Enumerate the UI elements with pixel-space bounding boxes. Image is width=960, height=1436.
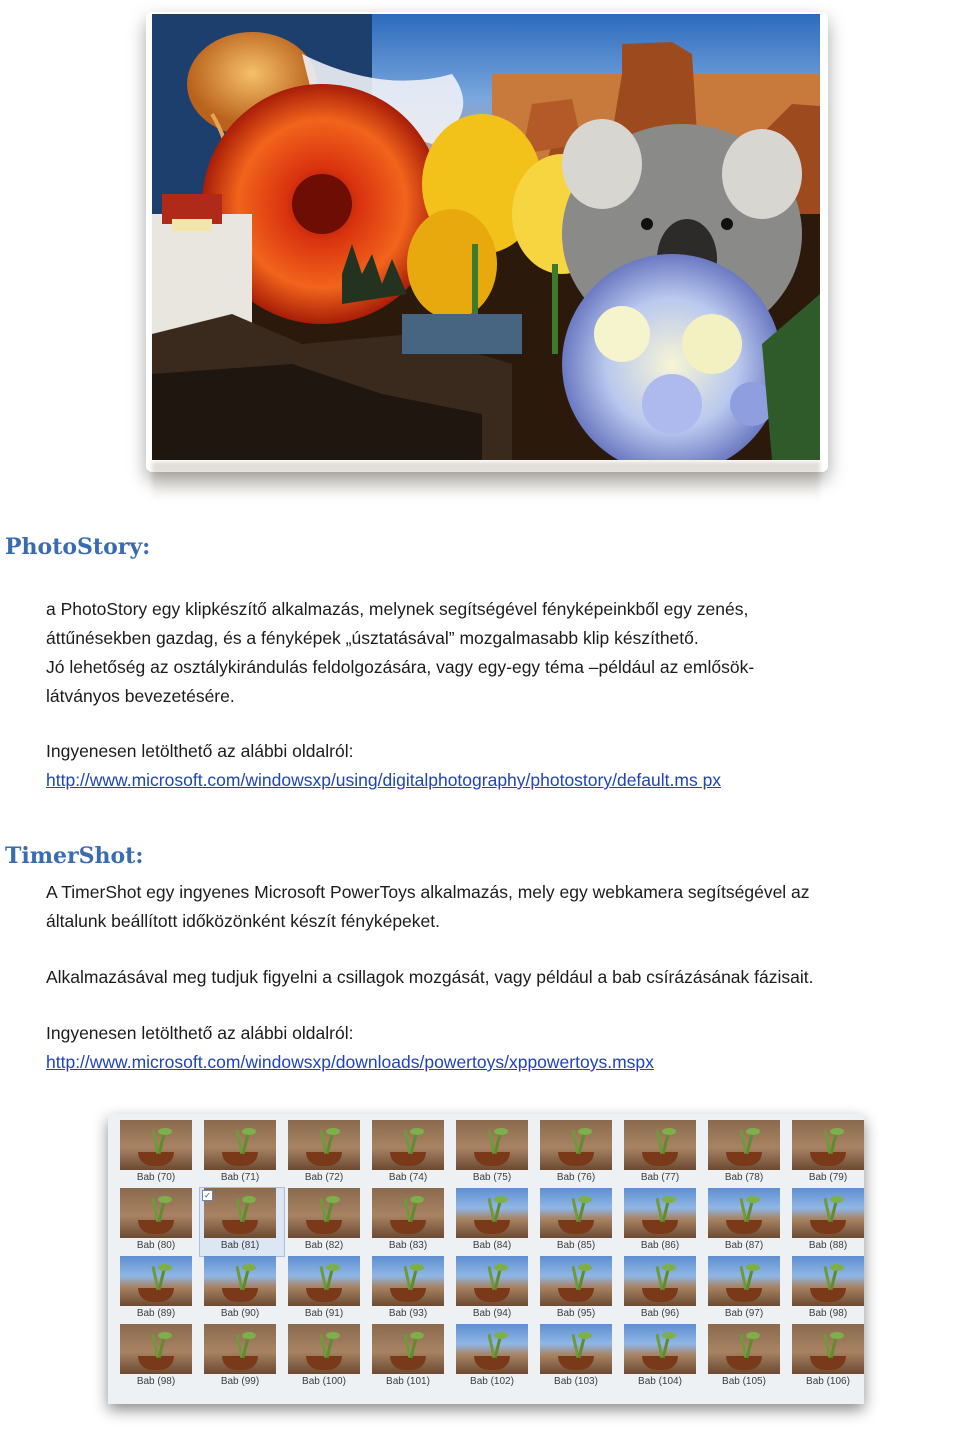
- sprout-leaf: [410, 1128, 424, 1135]
- bean-sprout-photo: [708, 1120, 780, 1170]
- sprout-leaf: [410, 1264, 424, 1271]
- bean-sprout-photo: [708, 1256, 780, 1306]
- thumbnail-item[interactable]: [116, 1256, 200, 1324]
- thumbnail-caption: Bab (84): [472, 1240, 512, 1251]
- thumbnail-caption: Bab (102): [470, 1376, 514, 1387]
- bean-sprout-photo: [120, 1256, 192, 1306]
- thumbnail-caption: Bab (72): [304, 1172, 344, 1183]
- timershot-line-2: általunk beállított időközönként készít fényképeket.: [46, 911, 440, 931]
- bean-sprout-photo: [540, 1120, 612, 1170]
- thumbnail-item[interactable]: [788, 1256, 864, 1324]
- bean-sprout-photo: [624, 1188, 696, 1238]
- bean-sprout-photo: [456, 1120, 528, 1170]
- thumbnail-item[interactable]: [704, 1256, 788, 1324]
- sprout-leaf: [242, 1196, 256, 1203]
- photostory-line-1: a PhotoStory egy klipkészítő alkalmazás, melynek segítségével fényképeinkből egy zenés,: [46, 599, 749, 619]
- thumbnail-item[interactable]: [704, 1324, 788, 1392]
- thumbnail-item[interactable]: [116, 1188, 200, 1256]
- thumbnail-item[interactable]: [704, 1188, 788, 1256]
- thumbnail-caption: Bab (99): [220, 1376, 260, 1387]
- thumbnail-caption: Bab (75): [472, 1172, 512, 1183]
- thumbnail-item[interactable]: [284, 1256, 368, 1324]
- timershot-heading: TimerShot:: [5, 843, 144, 869]
- bean-sprout-photo: [288, 1256, 360, 1306]
- bean-sprout-photo: [456, 1188, 528, 1238]
- thumbnail-caption: Bab (100): [302, 1376, 346, 1387]
- selected-check-icon[interactable]: ✓: [202, 1190, 213, 1201]
- bean-sprout-photo: [288, 1324, 360, 1374]
- thumbnail-item[interactable]: [200, 1120, 284, 1188]
- bean-sprout-photo: [708, 1324, 780, 1374]
- thumbnail-caption: Bab (96): [640, 1308, 680, 1319]
- bean-sprout-photo: [288, 1188, 360, 1238]
- bean-sprout-photo: [372, 1256, 444, 1306]
- sprout-leaf: [746, 1196, 760, 1203]
- photostory-download-label: Ingyenesen letölthető az alábbi oldalról:: [46, 741, 354, 761]
- sprout-leaf: [578, 1332, 592, 1339]
- thumbnail-item[interactable]: [368, 1120, 452, 1188]
- bean-sprout-photo: [372, 1188, 444, 1238]
- sprout-leaf: [830, 1196, 844, 1203]
- sprout-leaf: [158, 1128, 172, 1135]
- sprout-leaf: [326, 1332, 340, 1339]
- thumbnail-item[interactable]: [116, 1324, 200, 1392]
- thumbnail-item[interactable]: [452, 1188, 536, 1256]
- bean-sprout-photo: [540, 1324, 612, 1374]
- thumbnail-item[interactable]: [368, 1324, 452, 1392]
- sprout-leaf: [494, 1332, 508, 1339]
- thumbnail-item[interactable]: [536, 1120, 620, 1188]
- bean-sprout-photo: [204, 1324, 276, 1374]
- thumbnail-item[interactable]: [200, 1256, 284, 1324]
- thumbnail-item[interactable]: [536, 1324, 620, 1392]
- sprout-leaf: [242, 1264, 256, 1271]
- thumbnail-caption: Bab (83): [388, 1240, 428, 1251]
- bean-sprout-photo: [204, 1188, 276, 1238]
- bean-sprout-photo: [792, 1256, 864, 1306]
- thumbnail-caption: Bab (88): [808, 1240, 848, 1251]
- thumbnail-caption: Bab (86): [640, 1240, 680, 1251]
- thumbnail-caption: Bab (98): [136, 1376, 176, 1387]
- sprout-leaf: [746, 1128, 760, 1135]
- thumbnail-caption: Bab (74): [388, 1172, 428, 1183]
- bean-sprout-photo: [624, 1120, 696, 1170]
- timershot-line-1: A TimerShot egy ingyenes Microsoft PowerToys alkalmazás, mely egy webkamera segítségével az: [46, 882, 810, 902]
- sprout-leaf: [410, 1332, 424, 1339]
- thumbnail-caption: Bab (71): [220, 1172, 260, 1183]
- thumbnail-caption: Bab (106): [806, 1376, 850, 1387]
- thumbnail-item[interactable]: [452, 1120, 536, 1188]
- sprout-leaf: [326, 1264, 340, 1271]
- sprout-leaf: [578, 1264, 592, 1271]
- thumbnail-caption: Bab (103): [554, 1376, 598, 1387]
- bean-sprout-photo: [708, 1188, 780, 1238]
- thumbnail-caption: Bab (91): [304, 1308, 344, 1319]
- thumbnail-caption: Bab (78): [724, 1172, 764, 1183]
- thumbnail-caption: Bab (87): [724, 1240, 764, 1251]
- thumbnail-caption: Bab (89): [136, 1308, 176, 1319]
- sprout-leaf: [158, 1196, 172, 1203]
- sprout-leaf: [830, 1128, 844, 1135]
- bean-sprout-photo: [120, 1188, 192, 1238]
- bean-sprout-photo: [792, 1120, 864, 1170]
- bean-sprout-photo: [204, 1120, 276, 1170]
- thumbnail-caption: Bab (98): [808, 1308, 848, 1319]
- sprout-leaf: [494, 1196, 508, 1203]
- timershot-download-link[interactable]: http://www.microsoft.com/windowsxp/downloads/powertoys/xppowertoys.mspx: [46, 1052, 654, 1072]
- thumbnail-caption: Bab (105): [722, 1376, 766, 1387]
- thumbnail-caption: Bab (79): [808, 1172, 848, 1183]
- thumbnail-caption: Bab (76): [556, 1172, 596, 1183]
- thumbnail-caption: Bab (81): [220, 1240, 260, 1251]
- bean-sprout-photo: [372, 1120, 444, 1170]
- thumbnail-item[interactable]: [284, 1188, 368, 1256]
- thumbnail-item[interactable]: [452, 1256, 536, 1324]
- thumbnail-item[interactable]: [116, 1120, 200, 1188]
- thumbnail-caption: Bab (80): [136, 1240, 176, 1251]
- thumbnail-item[interactable]: [452, 1324, 536, 1392]
- sprout-leaf: [242, 1332, 256, 1339]
- thumbnail-item[interactable]: [536, 1188, 620, 1256]
- bean-sprout-photo: [372, 1324, 444, 1374]
- timershot-usage: Alkalmazásával meg tudjuk figyelni a csillagok mozgását, vagy például a bab csírázásának fázisait.: [46, 967, 814, 987]
- thumbnail-caption: Bab (85): [556, 1240, 596, 1251]
- bean-sprout-photo: [624, 1324, 696, 1374]
- timershot-link-line: [46, 1048, 958, 1077]
- bean-sprout-photo: [540, 1188, 612, 1238]
- bean-sprout-photo: [456, 1256, 528, 1306]
- bean-sprout-photo: [792, 1188, 864, 1238]
- sprout-leaf: [494, 1128, 508, 1135]
- thumbnail-caption: Bab (82): [304, 1240, 344, 1251]
- bean-sprout-photo: [120, 1324, 192, 1374]
- thumbnail-caption: Bab (104): [638, 1376, 682, 1387]
- sprout-leaf: [662, 1128, 676, 1135]
- collage-reflection: [152, 462, 820, 502]
- thumbnail-item[interactable]: [368, 1256, 452, 1324]
- timershot-download-label: Ingyenesen letölthető az alábbi oldalról:: [46, 1023, 354, 1043]
- photostory-heading: PhotoStory:: [5, 534, 151, 560]
- thumbnail-item[interactable]: [284, 1120, 368, 1188]
- thumbnail-item[interactable]: [200, 1188, 284, 1256]
- photostory-download-link[interactable]: http://www.microsoft.com/windowsxp/using/digitalphotography/photostory/default.ms px: [46, 770, 722, 790]
- thumbnail-caption: Bab (95): [556, 1308, 596, 1319]
- bean-sprout-photo: [204, 1256, 276, 1306]
- sprout-leaf: [578, 1196, 592, 1203]
- bean-sprout-photo: [288, 1120, 360, 1170]
- photostory-line-4: látványos bevezetésére.: [46, 686, 235, 706]
- sprout-leaf: [578, 1128, 592, 1135]
- sprout-leaf: [242, 1128, 256, 1135]
- thumbnail-caption: Bab (70): [136, 1172, 176, 1183]
- collage-art: [152, 14, 820, 460]
- sprout-leaf: [158, 1332, 172, 1339]
- bean-sprout-photo: [540, 1256, 612, 1306]
- sprout-leaf: [746, 1332, 760, 1339]
- thumbnail-item[interactable]: [704, 1120, 788, 1188]
- thumbnail-item[interactable]: [620, 1256, 704, 1324]
- sprout-leaf: [326, 1196, 340, 1203]
- photostory-line-3: Jó lehetőség az osztálykirándulás feldolgozására, vagy egy-egy téma –például az emlősök-: [46, 657, 755, 677]
- thumbnail-item[interactable]: [620, 1120, 704, 1188]
- thumbnail-item[interactable]: [368, 1188, 452, 1256]
- sprout-leaf: [830, 1264, 844, 1271]
- bean-sprout-photo: [624, 1256, 696, 1306]
- thumbnail-item[interactable]: [536, 1256, 620, 1324]
- photostory-link-line: [46, 766, 958, 795]
- thumbnail-caption: Bab (101): [386, 1376, 430, 1387]
- thumbnail-item[interactable]: [788, 1120, 864, 1188]
- sprout-leaf: [326, 1128, 340, 1135]
- thumbnail-caption: Bab (93): [388, 1308, 428, 1319]
- thumbnail-caption: Bab (94): [472, 1308, 512, 1319]
- sprout-leaf: [662, 1264, 676, 1271]
- thumbnail-caption: Bab (77): [640, 1172, 680, 1183]
- sprout-leaf: [494, 1264, 508, 1271]
- sprout-leaf: [662, 1196, 676, 1203]
- bean-sprout-photo: [792, 1324, 864, 1374]
- sprout-leaf: [662, 1332, 676, 1339]
- thumbnail-item[interactable]: [620, 1324, 704, 1392]
- thumbnail-grid: [116, 1120, 864, 1392]
- thumbnail-item[interactable]: [200, 1324, 284, 1392]
- sprout-leaf: [830, 1332, 844, 1339]
- sprout-leaf: [746, 1264, 760, 1271]
- thumbnail-caption: Bab (97): [724, 1308, 764, 1319]
- sprout-leaf: [158, 1264, 172, 1271]
- bean-sprout-photo: [456, 1324, 528, 1374]
- bean-sprout-photo: [120, 1120, 192, 1170]
- thumbnail-caption: Bab (90): [220, 1308, 260, 1319]
- photostory-line-2: áttűnésekben gazdag, és a fényképek „úsztatásával” mozgalmasabb klip készíthető.: [46, 628, 699, 648]
- thumbnail-item[interactable]: [620, 1188, 704, 1256]
- thumbnail-screenshot: [108, 1114, 864, 1404]
- thumbnail-item[interactable]: [788, 1188, 864, 1256]
- sprout-leaf: [410, 1196, 424, 1203]
- photo-collage: [152, 14, 820, 460]
- thumbnail-item[interactable]: [788, 1324, 864, 1392]
- thumbnail-item[interactable]: [284, 1324, 368, 1392]
